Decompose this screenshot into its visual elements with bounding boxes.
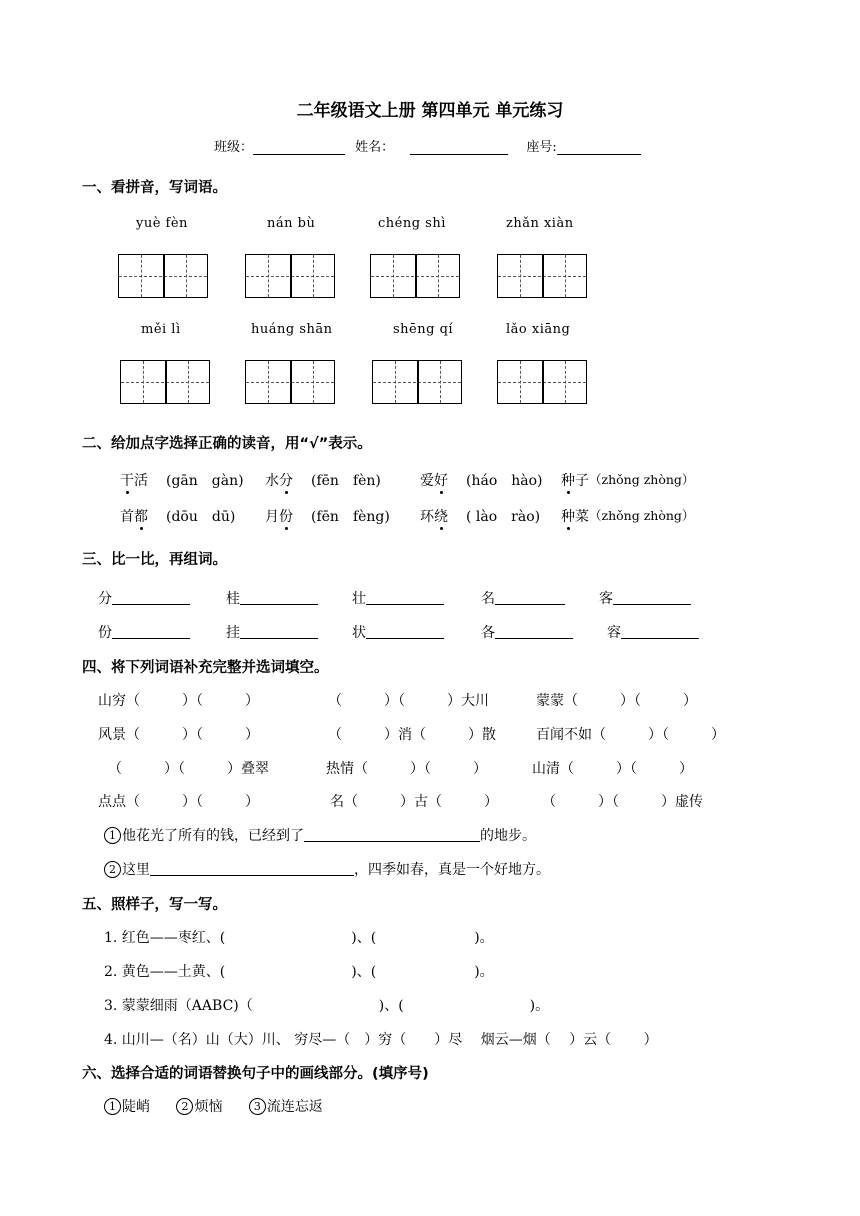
idiom-item[interactable]: 风景（ ）（ ） bbox=[98, 727, 259, 743]
answer-blank[interactable] bbox=[150, 861, 354, 876]
reading-item: 爱好 bbox=[420, 473, 448, 489]
fill-sentence: 1 他花光了所有的钱，已经到了 的地步。 bbox=[104, 825, 536, 845]
dotted-char: 好 bbox=[434, 473, 448, 489]
option-list bbox=[104, 1096, 323, 1116]
reading-item: 干活 bbox=[120, 473, 148, 489]
idiom-item[interactable]: （ ）消（ ）散 bbox=[328, 727, 496, 743]
writing-grid[interactable] bbox=[372, 360, 462, 404]
seat-label: 座号: bbox=[526, 140, 557, 155]
pinyin-label: měi lì bbox=[141, 322, 181, 337]
dotted-char: 分 bbox=[279, 473, 293, 489]
reading-item: 种子 bbox=[561, 473, 589, 489]
fill-sentence: 2 这里 ，四季如春，真是一个好地方。 bbox=[104, 859, 550, 879]
dotted-char: 干 bbox=[120, 473, 134, 489]
word-group-item[interactable]: 名 bbox=[481, 588, 565, 608]
word-group-item[interactable]: 桂 bbox=[226, 588, 318, 608]
reading-item: 水分 bbox=[265, 473, 293, 489]
idiom-item[interactable]: 热情（ ）（ ） bbox=[326, 761, 487, 777]
example-line[interactable]: 2. 黄色——土黄、( )、( )。 bbox=[104, 964, 494, 980]
section-4-heading: 四、将下列词语补充完整并选词填空。 bbox=[82, 660, 329, 676]
seat-blank[interactable] bbox=[557, 140, 641, 155]
class-blank[interactable] bbox=[253, 140, 345, 155]
example-line[interactable]: 1. 红色——枣红、( )、( )。 bbox=[104, 930, 494, 946]
student-info bbox=[214, 136, 641, 155]
option-item: 2 烦恼 bbox=[176, 1099, 222, 1115]
dotted-char: 种 bbox=[561, 509, 575, 525]
idiom-item[interactable]: 蒙蒙（ ）（ ） bbox=[536, 693, 697, 709]
page-title: 二年级语文上册 第四单元 单元练习 bbox=[296, 101, 564, 121]
word-group-item[interactable]: 挂 bbox=[226, 622, 318, 642]
section-2-heading: 二、给加点字选择正确的读音，用“√”表示。 bbox=[82, 436, 372, 452]
section-5-heading: 五、照样子，写一写。 bbox=[82, 897, 227, 913]
number-circle: 2 bbox=[104, 861, 121, 878]
reading-options[interactable]: (gān gàn) bbox=[166, 473, 244, 489]
writing-grid[interactable] bbox=[370, 254, 460, 298]
word-group-item[interactable]: 份 bbox=[98, 622, 190, 642]
writing-grid[interactable] bbox=[245, 360, 335, 404]
pinyin-label: yuè fèn bbox=[136, 216, 188, 231]
reading-options[interactable]: (dōu dū) bbox=[166, 509, 236, 525]
reading-options[interactable]: ( lào rào) bbox=[466, 509, 541, 525]
reading-options[interactable]: (fēn fèn) bbox=[311, 473, 381, 489]
idiom-item[interactable]: （ ）（ ）虚传 bbox=[542, 794, 703, 810]
section-6-heading: 六、选择合适的词语替换句子中的画线部分。(填序号) bbox=[82, 1066, 429, 1082]
reading-item: 种菜 bbox=[561, 509, 589, 525]
writing-grid[interactable] bbox=[120, 360, 210, 404]
word-group-item[interactable]: 客 bbox=[599, 588, 691, 608]
class-label: 班级： bbox=[214, 140, 254, 155]
option-item: 1 陡峭 bbox=[104, 1099, 150, 1115]
word-group-item[interactable]: 各 bbox=[481, 622, 573, 642]
pinyin-label: zhǎn xiàn bbox=[506, 216, 574, 231]
idiom-item[interactable]: 山穷（ ）（ ） bbox=[98, 693, 259, 709]
pinyin-label: chéng shì bbox=[378, 216, 446, 231]
word-group-item[interactable]: 分 bbox=[98, 588, 190, 608]
reading-options[interactable]: (háo hào) bbox=[466, 473, 543, 489]
reading-options[interactable]: (fēn fèng) bbox=[311, 509, 390, 525]
dotted-char: 都 bbox=[134, 509, 148, 525]
pinyin-label: shēng qí bbox=[393, 322, 454, 337]
reading-item: 月份 bbox=[265, 509, 293, 525]
writing-grid[interactable] bbox=[118, 254, 208, 298]
example-line[interactable]: 4. 山川—（名）山（大）川、 穷尽—（ ）穷（ ）尽 烟云—烟（ ）云（ ） bbox=[104, 1032, 658, 1048]
section-3-heading: 三、比一比，再组词。 bbox=[82, 552, 227, 568]
reading-item: 首都 bbox=[120, 509, 148, 525]
answer-blank[interactable] bbox=[304, 827, 480, 842]
word-group-item[interactable]: 状 bbox=[352, 622, 444, 642]
idiom-item[interactable]: （ ）（ ）大川 bbox=[328, 693, 489, 709]
reading-options[interactable]: （zhǒng zhòng） bbox=[589, 508, 695, 523]
reading-options[interactable]: （zhǒng zhòng） bbox=[589, 472, 695, 487]
writing-grid[interactable] bbox=[245, 254, 335, 298]
word-group-item[interactable]: 容 bbox=[607, 622, 699, 642]
pinyin-label: nán bù bbox=[267, 216, 316, 231]
pinyin-label: lǎo xiāng bbox=[506, 322, 571, 337]
section-1-heading: 一、看拼音，写词语。 bbox=[82, 180, 227, 196]
name-label: 姓名： bbox=[355, 140, 395, 155]
name-blank[interactable] bbox=[410, 140, 508, 155]
writing-grid[interactable] bbox=[497, 254, 587, 298]
dotted-char: 绕 bbox=[434, 509, 448, 525]
reading-item: 环绕 bbox=[420, 509, 448, 525]
word-group-item[interactable]: 壮 bbox=[352, 588, 444, 608]
dotted-char: 份 bbox=[279, 509, 293, 525]
idiom-item[interactable]: 百闻不如（ ）（ ） bbox=[536, 727, 725, 743]
example-line[interactable]: 3. 蒙蒙细雨（AABC)（ )、( )。 bbox=[104, 998, 550, 1014]
number-circle: 1 bbox=[104, 827, 121, 844]
idiom-item[interactable]: 山清（ ）（ ） bbox=[532, 761, 693, 777]
pinyin-label: huáng shān bbox=[251, 322, 333, 337]
writing-grid[interactable] bbox=[497, 360, 587, 404]
idiom-item[interactable]: 名（ ）古（ ） bbox=[330, 794, 498, 810]
idiom-item[interactable]: （ ）（ ）叠翠 bbox=[108, 761, 269, 777]
dotted-char: 种 bbox=[561, 473, 575, 489]
idiom-item[interactable]: 点点（ ）（ ） bbox=[98, 794, 259, 810]
option-item: 3 流连忘返 bbox=[249, 1099, 323, 1115]
